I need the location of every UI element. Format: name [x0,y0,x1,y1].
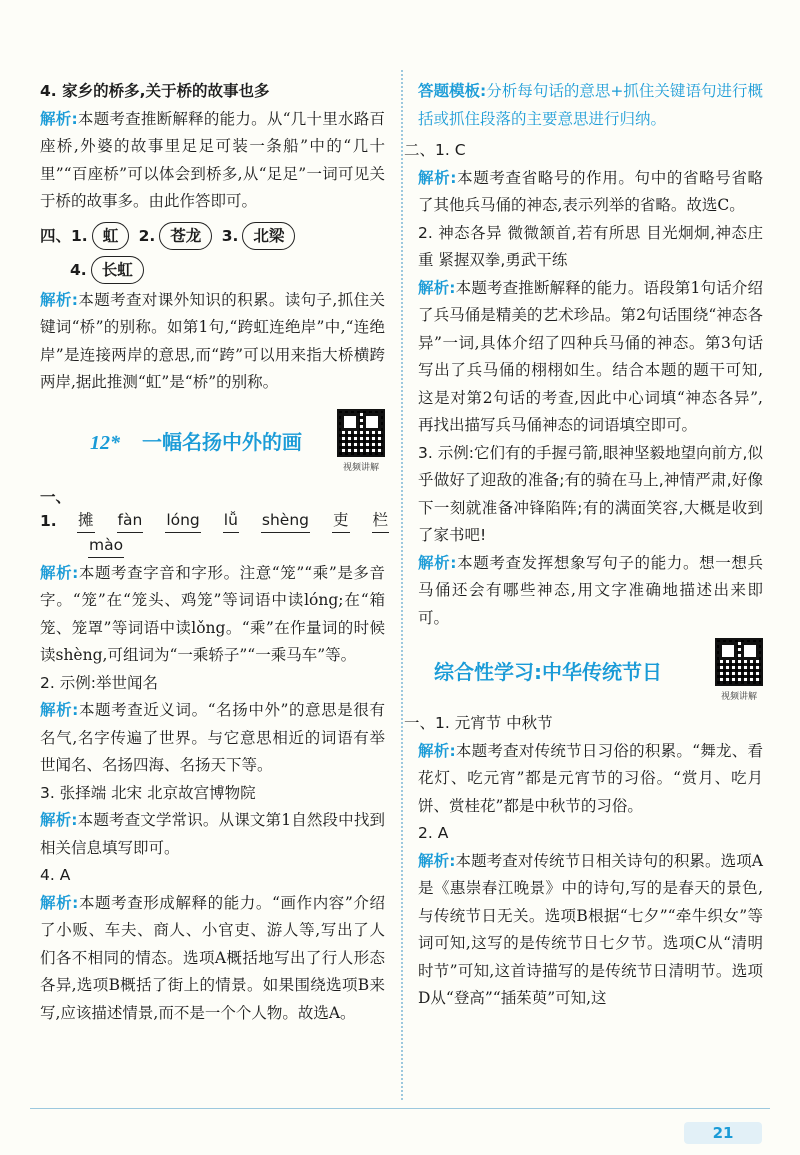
lesson-title: 一幅名扬中外的画 [142,430,302,454]
f2-answer: 2. A [418,824,449,842]
f1-analysis: 解析:本题考查对传统节日习俗的积累。“舞龙、看花灯、吃元宵”都是元宵节的习俗。“赏月、吃月饼、赏桂花”都是中秋节的习俗。 [418,741,763,815]
s2-q2-analysis: 解析:本题考查推断解释的能力。语段第1句话介绍了兵马俑是精美的艺术珍品。第2句话围绕“神态各异”一词,具体介绍了四种兵马俑的神态。第3句话写出了兵马俑的栩栩如生。结合本题的题干可知,这是对第2句话的考查,因此中心词填“神态各异”,再找出描写兵马俑神态的词语填空即可。 [418,278,763,434]
pinyin-item: 栏 [372,508,390,533]
f1-answer: 一、1. 元宵节 中秋节 [404,714,553,732]
pinyin-item: lóng [165,508,200,533]
s2-q1-analysis: 解析:本题考查省略号的作用。句中的省略号省略了其他兵马俑的神态,表示列举的省略。故选C。 [418,168,763,214]
qr-code-video[interactable] [715,638,763,702]
column-divider [401,70,403,1100]
answer-template: 答题模板:分析每句话的意思+抓住关键语句进行概括或抓住段落的主要意思进行归纳。 [418,82,763,128]
answer-circle-2: 苍龙 [159,222,212,250]
pinyin-item: fàn [117,508,144,533]
qr-code-icon [715,638,763,686]
s2-q1-answer: 二、1. C [404,141,466,159]
right-column [404,78,763,1013]
pinyin-item: 吏 [332,508,350,533]
q4-analysis: 解析:本题考查推断解释的能力。从“几十里水路百座桥,外婆的故事里足足可装一条船”中的“几十里”“百座桥”可以体会到桥多,从“足足”一词可见关于桥的故事多。由此作答即可。 [40,109,385,210]
answer-circle-4: 长虹 [91,256,144,284]
p2-answer: 2. 示例:举世闻名 [40,673,158,692]
p4-analysis: 解析:本题考查形成解释的能力。“画作内容”介绍了小贩、车夫、商人、小官吏、游人等,写出了人们各不相同的情态。选项A概括地写出了行人形态各异,选项B概括了街上的情景。如果围绕选项B来写,应该描述情景,而不是一个个人物。故选A。 [40,893,385,1022]
s2-q3-answer: 3. 示例:它们有的手握弓箭,眼神坚毅地望向前方,似乎做好了迎敌的准备;有的骑在马上,神情严肃,好像下一刻就准备冲锋陷阵;有的满面笑容,大概是收到了家书吧! [418,443,763,544]
section-title: 综合性学习:中华传统节日 [434,659,662,684]
footer-rule [30,1108,770,1109]
section-festival-header [418,640,763,700]
section4-analysis: 解析:本题考查对课外知识的积累。读句子,抓住关键词“桥”的别称。如第1句,“跨虹连绝岸”中,“连绝岸”是连接两岸的意思,而“跨”可以用来指大桥横跨两岸,据此推测“虹”是“桥”的别称。 [40,290,385,391]
p2-analysis: 解析:本题考查近义词。“名扬中外”的意思是很有名气,名字传遍了世界。与它意思相近的词语有举世闻名、名扬四海、名扬天下等。 [40,701,385,774]
p4-answer: 4. A [40,866,71,884]
qr-caption: 视频讲解 [342,462,379,473]
pinyin-item: lǚ [223,508,239,533]
s2-q3-analysis: 解析:本题考查发挥想象写句子的能力。想一想兵马俑还会有哪些神态,用文字准确地描述出来即可。 [418,553,763,627]
answer-circle-1: 虹 [92,222,130,250]
left-column [40,78,389,1027]
pinyin-item: 摊 [77,508,95,533]
p1-analysis: 解析:本题考查字音和字形。注意“笼”“乘”是多音字。“笼”在“笼头、鸡笼”等词语中读lóng;在“箱笼、笼罩”等词语中读lǒng。“乘”在作量词的时候读shèng,可组词为“一乘轿子”“一乘马车”等。 [40,563,385,664]
pinyin-item: mào [88,533,124,558]
qr-code-video[interactable] [337,409,385,473]
pinyin-item: shèng [261,508,310,533]
s2-q2-answer: 2. 神态各异 微微颔首,若有所思 目光炯炯,神态庄重 紧握双拳,勇武干练 [418,223,763,269]
q4-heading: 4. 家乡的桥多,关于桥的故事也多 [40,82,270,100]
section4-answer-4: 4. 长虹 [40,256,385,285]
section4-answers: 四、1. 虹 2. 苍龙 3. 北梁 [40,222,385,251]
lesson-12-header [40,411,385,471]
f2-analysis: 解析:本题考查对传统节日相关诗句的积累。选项A是《惠崇春江晚景》中的诗句,写的是春天的景色,与传统节日无关。选项B根据“七夕”“牵牛织女”等词可知,这写的是传统节日七夕节。选项C从“清明时节”可知,这首诗描写的是传统节日清明节。选项D从“登高”“插茱萸”可知,这 [418,851,763,1007]
lesson-number: 12* [90,432,120,454]
qr-caption: 视频讲解 [720,692,757,702]
answer-circle-3: 北梁 [242,222,295,250]
p3-answer: 3. 张择端 北宋 北京故宫博物院 [40,783,256,802]
page-number: 21 [684,1122,762,1144]
p3-analysis: 解析:本题考查文学常识。从课文第1自然段中找到相关信息填写即可。 [40,811,385,857]
pinyin-answers: 一、1. 摊 fàn lóng lǚ shèng 吏 栏 [40,485,385,533]
qr-code-icon [337,409,385,457]
